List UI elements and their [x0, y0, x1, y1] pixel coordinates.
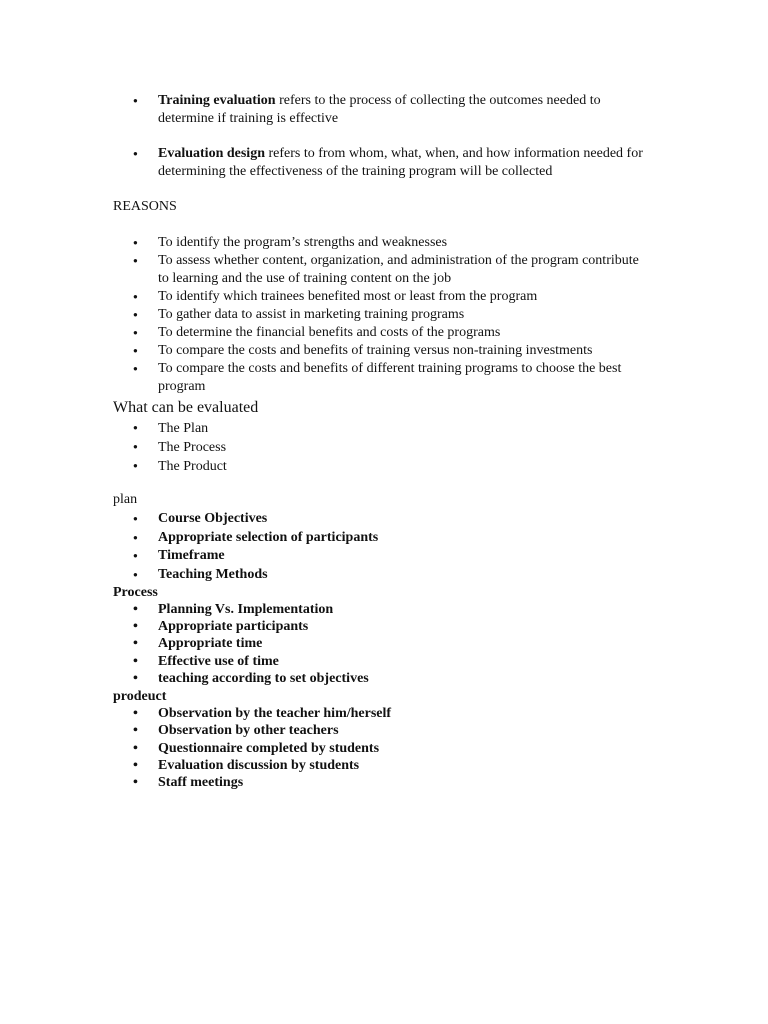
reason-item: ● To determine the financial benefits and costs of the programs — [0, 324, 768, 342]
evaluated-item: ● The Plan — [0, 419, 768, 438]
evaluated-item: ● The Product — [0, 457, 768, 476]
evaluated-list — [0, 419, 768, 476]
process-item: • Appropriate participants — [0, 618, 768, 635]
definition-item — [0, 145, 768, 181]
reasons-list — [0, 234, 768, 396]
product-list — [0, 705, 768, 791]
process-item: • Planning Vs. Implementation — [0, 601, 768, 618]
process-item: • teaching according to set objectives — [0, 670, 768, 687]
reasons-heading: REASONS — [113, 199, 177, 214]
plan-item: ● Teaching Methods — [0, 566, 768, 585]
reason-item: ● To identify the program’s strengths and weaknesses — [0, 234, 768, 252]
product-item: • Observation by other teachers — [0, 722, 768, 739]
reason-item: ● To assess whether content, organization, and administration of the program contribute to learning and the use of training content on the job — [0, 252, 768, 288]
definitions-list — [0, 92, 768, 128]
definition-item — [0, 92, 768, 128]
evaluated-item: ● The Process — [0, 438, 768, 457]
product-item: • Evaluation discussion by students — [0, 757, 768, 774]
reason-item: ● To identify which trainees benefited most or least from the program — [0, 288, 768, 306]
plan-item: ● Appropriate selection of participants — [0, 529, 768, 548]
product-item: • Questionnaire completed by students — [0, 740, 768, 757]
product-item: • Staff meetings — [0, 774, 768, 791]
evaluated-heading: What can be evaluated — [113, 399, 259, 416]
product-heading: prodeuct — [113, 689, 167, 704]
definition-term: Evaluation design — [158, 146, 265, 161]
reason-item: ● To compare the costs and benefits of training versus non-training investments — [0, 342, 768, 360]
process-item: • Appropriate time — [0, 635, 768, 652]
plan-list — [0, 510, 768, 584]
plan-item: ● Timeframe — [0, 547, 768, 566]
process-item: • Effective use of time — [0, 653, 768, 670]
reason-item: ● To compare the costs and benefits of different training programs to choose the best program — [0, 360, 768, 396]
reason-item: ● To gather data to assist in marketing training programs — [0, 306, 768, 324]
product-item: • Observation by the teacher him/herself — [0, 705, 768, 722]
definition-text: refers to from whom, what, when, and how information needed for determining the effectiveness of the training program will be collected — [158, 146, 643, 179]
process-list — [0, 601, 768, 687]
definitions-list — [0, 145, 768, 181]
plan-heading: plan — [113, 492, 138, 507]
definition-term: Training evaluation — [158, 93, 276, 108]
process-heading: Process — [113, 585, 158, 600]
plan-item: ● Course Objectives — [0, 510, 768, 529]
definition-text: refers to the process of collecting the outcomes needed to determine if training is effective — [158, 93, 601, 126]
